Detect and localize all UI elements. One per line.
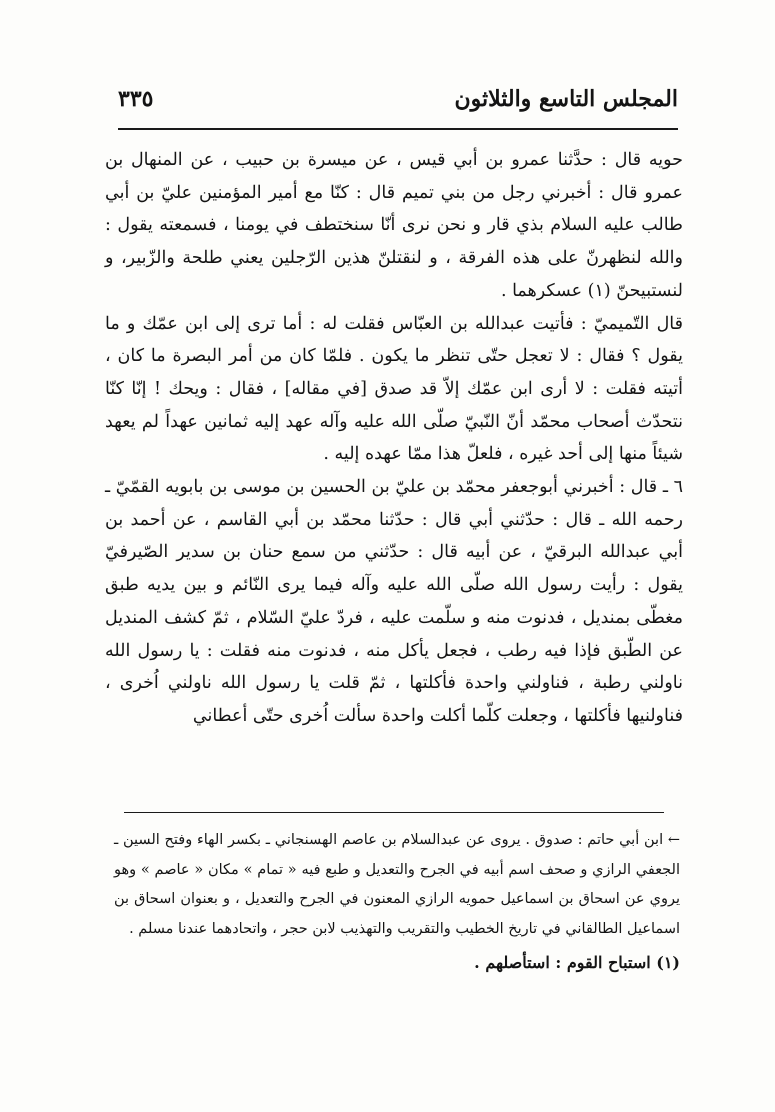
paragraph-1: حويه قال : حدَّثنا عمرو بن أبي قيس ، عن ميسرة بن حبيب ، عن المنهال بن عمرو قال : أخبرني رجل من بني تميم قال : كنّا مع أمير المؤمنين عليّ بن أبي طالب عليه السلام بذي قار و نحن نرى أنّا سنختطف في يومنا ، فسمعته يقول : والله لنظهرنّ على هذه الفرقة ، و لنقتلنّ هذين الرّجلين يعني طلحة والزّبير، و لنستبيحنّ (١) عسكرهما . (105, 150, 683, 301)
main-text (105, 144, 683, 733)
footnote-1: (١) استباح القوم : استأصلهم . (474, 953, 680, 972)
footnote-continued: ← ابن أبي حاتم : صدوق . يروى عن عبدالسلام بن عاصم الهسنجاني ـ بكسر الهاء وفتح السين ـ الجعفي الرازي و صحف اسم أبيه في الجرح والتعديل و طبع فيه « تمام » مكان « عاصم » وهو يروي عن اسحاق بن اسماعيل حمويه الرازي المعنون في الجرح والتعديل ، و بعنوان اسحاق بن اسماعيل الطالقاني في تاريخ الخطيب والتقريب والتهذيب لابن حجر ، واتحادهما عندنا مسلم . (114, 832, 680, 937)
page-number: ٣٣٥ (118, 86, 154, 112)
paragraph-3: ٦ ـ قال : أخبرني أبوجعفر محمّد بن عليّ بن الحسين بن موسى بن بابويه القمّيّ ـ رحمه الله ـ قال : حدّثني أبي قال : حدّثنا محمّد بن أبي القاسم ، عن أحمد بن أبي عبدالله البرقيّ ، عن أبيه قال : حدّثني من سمع حنان بن سدير الصّيرفيّ يقول : رأيت رسول الله صلّى الله عليه وآله فيما يرى النّائم و بين يديه طبق مغطّى بمنديل ، فدنوت منه و سلّمت عليه ، فردّ عليّ السّلام ، ثمّ كشف المنديل عن الطّبق فإذا فيه رطب ، فجعل يأكل منه ، فدنوت منه فقلت : يا رسول الله ناولني رطبة ، فناولني واحدة فأكلتها ، ثمّ قلت يا رسول الله ناولني اُخرى ، فناولنيها فأكلتها ، وجعلت كلّما أكلت واحدة سألت اُخرى حتّى أعطاني (105, 477, 683, 726)
page-header (118, 86, 678, 126)
running-title: المجلس التاسع والثلاثون (454, 86, 678, 112)
header-rule (118, 128, 678, 130)
paragraph-2: قال التّميميّ : فأتيت عبدالله بن العبّاس فقلت له : أما ترى إلى ابن عمّك و ما يقول ؟ فقال : لا تعجل حتّى تنظر ما يكون . فلمّا كان من أمر البصرة ما كان ، أتيته فقلت : لا أرى ابن عمّك إلاّ قد صدق [في مقاله] ، فقال : ويحك ! إنّا كنّا نتحدّث أصحاب محمّد أنّ النّبيّ صلّى الله عليه وآله عهد إليه ثمانين عهداً لم يعهد شيئاً منها إلى أحد غيره ، فلعلّ هذا ممّا عهده إليه . (105, 313, 683, 465)
footnotes (114, 826, 680, 978)
footnote-rule (124, 812, 664, 813)
